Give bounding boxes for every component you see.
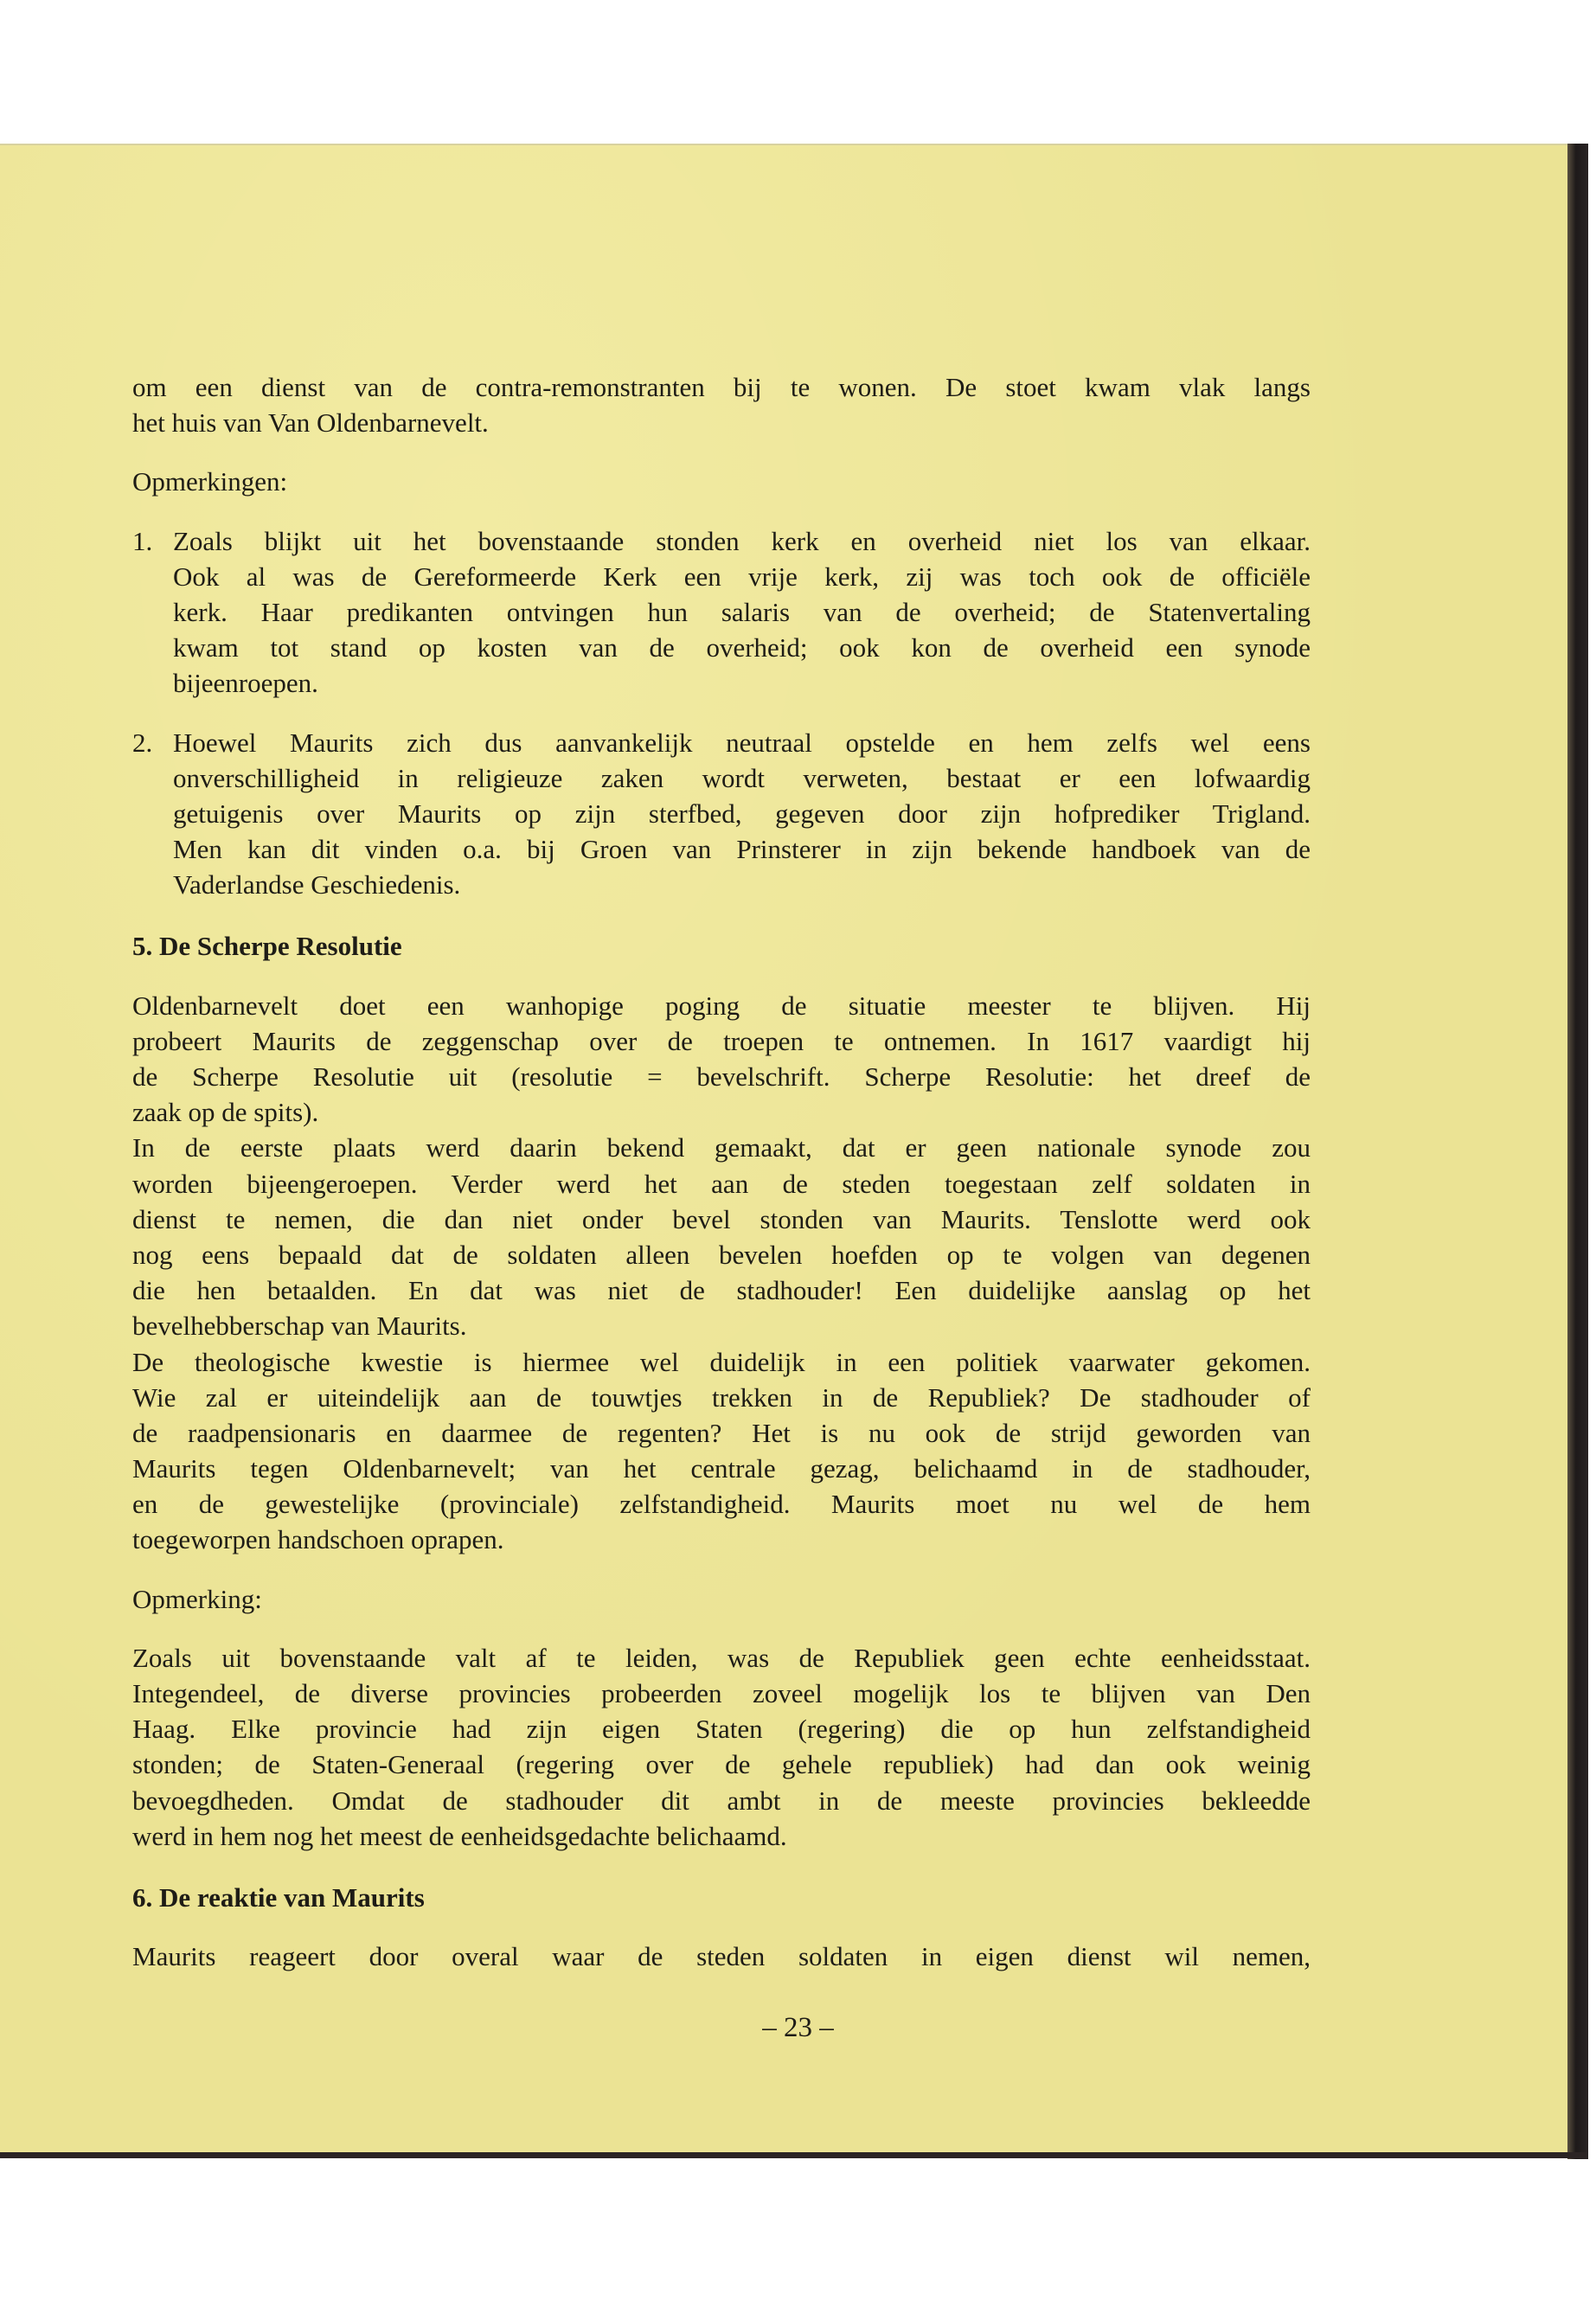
text-line: Integendeel, de diverse provincies probeerden zoveel mogelijk los te blijven van Den <box>132 1678 1311 1708</box>
page-number: – 23 – <box>762 2012 834 2043</box>
text-line: bijeenroepen. <box>173 668 318 699</box>
page-edge-right <box>1567 144 1588 2159</box>
text-line: zaak op de spits). <box>132 1097 319 1128</box>
page-edge-bottom <box>0 2152 1588 2158</box>
text-line: toegeworpen handschoen oprapen. <box>132 1524 504 1555</box>
numbered-item <box>132 523 1311 702</box>
text-line: Men kan dit vinden o.a. bij Groen van Prinsterer in zijn bekende handboek van de <box>173 834 1311 865</box>
text-line: Zoals uit bovenstaande valt af te leiden, was de Republiek geen echte eenheidsstaat. <box>132 1642 1311 1673</box>
paragraph <box>132 1640 1311 1854</box>
section-heading <box>132 928 1311 964</box>
remark-label <box>132 464 1311 499</box>
text-line: 5. De Scherpe Resolutie <box>132 931 402 962</box>
text-line: bevoegdheden. Omdat de stadhouder dit ambt in de meeste provincies bekleedde <box>132 1785 1311 1816</box>
text-line: Maurits reageert door overal waar de steden soldaten in eigen dienst wil nemen, <box>132 1941 1311 1972</box>
text-line: Vaderlandse Geschiedenis. <box>173 869 461 901</box>
text-line: nog eens bepaald dat de soldaten alleen bevelen hoefden op te volgen van degenen <box>132 1239 1311 1270</box>
text-line: stonden; de Staten-Generaal (regering over de gehele republiek) had dan ook weinig <box>132 1749 1311 1780</box>
text-line: worden bijeengeroepen. Verder werd het aan de steden toegestaan zelf soldaten in <box>132 1168 1311 1199</box>
paragraph <box>132 369 1311 440</box>
text-line: Zoals blijkt uit het bovenstaande stonden kerk en overheid niet los van elkaar. <box>173 525 1311 556</box>
text-line: Opmerkingen: <box>132 466 288 497</box>
text-line: werd in hem nog het meest de eenheidsgedachte belichaamd. <box>132 1820 787 1851</box>
item-number: 2. <box>132 727 153 758</box>
text-line: de raadpensionaris en daarmee de regenten? Het is nu ook de strijd geworden van <box>132 1417 1311 1448</box>
item-number: 1. <box>132 525 153 556</box>
text-line: Oldenbarnevelt doet een wanhopige poging de situatie meester te blijven. Hij <box>132 990 1311 1021</box>
text-line: het huis van Van Oldenbarnevelt. <box>132 407 489 439</box>
paragraph <box>132 1939 1311 1974</box>
text-line: Ook al was de Gereformeerde Kerk een vrije kerk, zij was toch ook de officiële <box>173 561 1311 592</box>
text-line: Opmerking: <box>132 1583 262 1614</box>
document-body <box>132 369 1311 1974</box>
text-line: en de gewestelijke (provinciale) zelfstandigheid. Maurits moet nu wel de hem <box>132 1489 1311 1520</box>
text-line: probeert Maurits de zeggenschap over de troepen te ontnemen. In 1617 vaardigt hij <box>132 1025 1311 1056</box>
text-line: om een dienst van de contra-remonstranten bij te wonen. De stoet kwam vlak langs <box>132 372 1311 402</box>
text-line: de Scherpe Resolutie uit (resolutie = bevelschrift. Scherpe Resolutie: het dreef de <box>132 1061 1311 1092</box>
text-line: kwam tot stand op kosten van de overheid; ook kon de overheid een synode <box>173 632 1311 663</box>
text-line: dienst te nemen, die dan niet onder bevel stonden van Maurits. Tenslotte werd ook <box>132 1203 1311 1234</box>
text-line: 6. De reaktie van Maurits <box>132 1881 425 1913</box>
text-line: Maurits tegen Oldenbarnevelt; van het centrale gezag, belichaamd in de stadhouder, <box>132 1453 1311 1484</box>
text-line: getuigenis over Maurits op zijn sterfbed, gegeven door zijn hofprediker Trigland. <box>173 798 1311 829</box>
numbered-item <box>132 725 1311 903</box>
text-line: In de eerste plaats werd daarin bekend gemaakt, dat er geen nationale synode zou <box>132 1132 1311 1163</box>
section-heading <box>132 1880 1311 1915</box>
remark-label <box>132 1581 1311 1617</box>
text-line: Wie zal er uiteindelijk aan de touwtjes trekken in de Republiek? De stadhouder of <box>132 1381 1311 1413</box>
text-line: onverschilligheid in religieuze zaken wordt verweten, bestaat er een lofwaardig <box>173 762 1311 793</box>
text-line: bevelhebberschap van Maurits. <box>132 1311 467 1342</box>
text-line: die hen betaalden. En dat was niet de stadhouder! Een duidelijke aanslag op het <box>132 1275 1311 1306</box>
paragraph <box>132 988 1311 1558</box>
text-line: Haag. Elke provincie had zijn eigen Staten (regering) die op hun zelfstandigheid <box>132 1714 1311 1745</box>
text-line: De theologische kwestie is hiermee wel duidelijk in een politiek vaarwater gekomen. <box>132 1346 1311 1377</box>
text-line: kerk. Haar predikanten ontvingen hun salaris van de overheid; de Statenvertaling <box>173 596 1311 627</box>
text-line: Hoewel Maurits zich dus aanvankelijk neutraal opstelde en hem zelfs wel eens <box>173 727 1311 758</box>
